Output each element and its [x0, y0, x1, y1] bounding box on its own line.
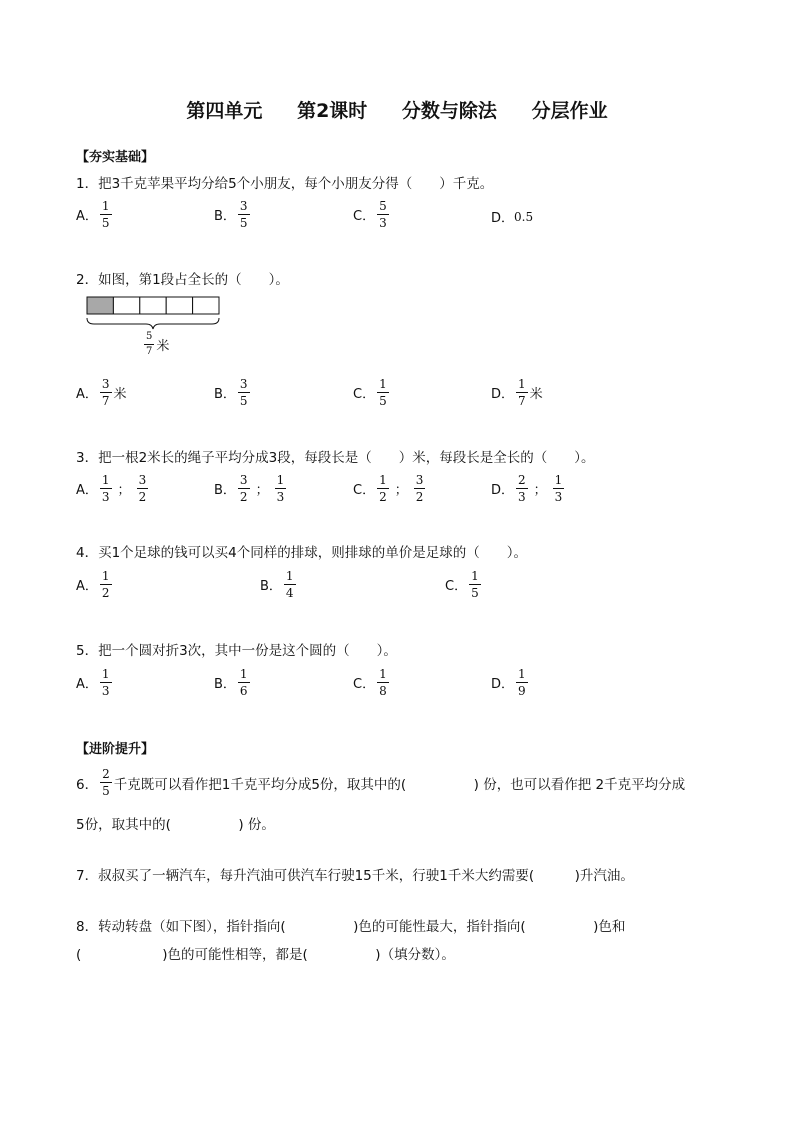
q4-option-c[interactable]: C． $\frac{1}{5}$: [445, 569, 479, 600]
q5-option-b[interactable]: B． $\frac{1}{6}$: [214, 667, 248, 698]
fraction: $\frac{1}{5}$: [379, 377, 387, 408]
q5-option-a[interactable]: A． $\frac{1}{3}$: [76, 667, 110, 698]
fraction: $\frac{1}{6}$: [239, 667, 248, 698]
segment: [140, 297, 166, 314]
question-6-line-2: 5份，取其中的( ) 份。: [76, 817, 275, 833]
fraction: $\frac{1}{7}$: [518, 377, 526, 408]
title-type: 分层作业: [531, 100, 608, 122]
q5-option-d[interactable]: D． $\frac{1}{9}$: [491, 667, 526, 698]
fraction: $\frac{1}{3}$: [101, 667, 110, 698]
segment: [113, 297, 139, 314]
fraction: $\frac{1}{5}$: [101, 199, 110, 230]
q1-option-b[interactable]: B． $\frac{3}{5}$: [214, 199, 248, 230]
question-2-text: 2．如图，第1段占全长的（ ）。: [76, 272, 289, 288]
fraction: $\frac{1}{9}$: [518, 667, 526, 698]
fraction: $\frac{1}{8}$: [379, 667, 387, 698]
q1-option-a[interactable]: A． $\frac{1}{5}$: [76, 199, 110, 230]
segment: [193, 297, 219, 314]
fraction: $\frac{2}{3}$: [518, 473, 526, 504]
fraction: $\frac{1}{3}$: [101, 473, 110, 504]
question-6-line-1: 6． $\frac{2}{5}$ 千克既可以看作把1千克平均分成5份，取其中的( ) 份，也可以看作把 2千克平均分成: [76, 767, 686, 798]
q3-option-b[interactable]: B． $\frac{3}{2}$ ； $\frac{1}{3}$: [214, 473, 285, 504]
fraction: $\frac{1}{2}$: [379, 473, 387, 504]
question-3-text: 3．把一根2米长的绳子平均分成3段，每段长是（ ）米，每段长是全长的（ ）。: [76, 450, 595, 466]
q5-option-c[interactable]: C． $\frac{1}{8}$: [353, 667, 387, 698]
question-8-line-1: 8．转动转盘（如下图），指针指向( )色的可能性最大，指针指向( )色和: [76, 919, 626, 935]
q3-option-a[interactable]: A． $\frac{1}{3}$ ； $\frac{3}{2}$: [76, 473, 147, 504]
fraction: $\frac{5}{7}$: [146, 331, 153, 357]
q4-option-b[interactable]: B． $\frac{1}{4}$: [260, 569, 294, 600]
fraction: $\frac{3}{5}$: [239, 199, 248, 230]
fraction: $\frac{3}{2}$: [415, 473, 424, 504]
q4-option-a[interactable]: A． $\frac{1}{2}$: [76, 569, 110, 600]
question-4-text: 4．买1个足球的钱可以买4个同样的排球，则排球的单价是足球的（ ）。: [76, 545, 528, 561]
question-7-text: 7．叔叔买了一辆汽车，每升汽油可供汽车行驶15千米，行驶1千米大约需要( )升汽油。: [76, 868, 634, 884]
q2-option-d[interactable]: D． $\frac{1}{7}$ 米: [491, 377, 543, 408]
section-heading-advanced: 【进阶提升】: [76, 742, 155, 757]
segment: [166, 297, 192, 314]
q2-option-b[interactable]: B． $\frac{3}{5}$: [214, 377, 248, 408]
question-5-text: 5．把一个圆对折3次，其中一份是这个圆的（ ）。: [76, 643, 397, 659]
section-heading-basic: 【夯实基础】: [76, 150, 155, 165]
question-8-line-2: ( )色的可能性相等，都是( )（填分数）。: [76, 947, 455, 963]
fraction: $\frac{1}{5}$: [471, 569, 479, 600]
question-1-text: 1．把3千克苹果平均分给5个小朋友，每个小朋友分得（ ）千克。: [76, 176, 494, 192]
fraction: $\frac{1}{4}$: [285, 569, 294, 600]
fraction: $\frac{3}{7}$: [101, 377, 110, 408]
q3-option-c[interactable]: C． $\frac{1}{2}$ ； $\frac{3}{2}$: [353, 473, 424, 504]
fraction: $\frac{1}{2}$: [101, 569, 110, 600]
title-unit: 第四单元: [186, 100, 263, 122]
fraction: $\frac{3}{2}$: [239, 473, 248, 504]
length-brace: [87, 318, 219, 329]
q1-option-c[interactable]: C． $\frac{5}{3}$: [353, 199, 387, 230]
fraction: $\frac{3}{2}$: [138, 473, 147, 504]
q3-option-d[interactable]: D． $\frac{2}{3}$ ； $\frac{1}{3}$: [491, 473, 563, 504]
fraction: $\frac{2}{5}$: [102, 767, 110, 798]
page-title: [0, 96, 794, 123]
fraction: $\frac{1}{3}$: [276, 473, 285, 504]
title-topic: 分数与除法: [401, 100, 497, 122]
diagram-length-label: $\frac{5}{7}$ 米: [146, 331, 170, 357]
title-lesson: 第2课时: [297, 100, 368, 122]
q2-option-c[interactable]: C． $\frac{1}{5}$: [353, 377, 387, 408]
q1-option-d[interactable]: D． 0.5: [491, 209, 534, 226]
fraction: $\frac{1}{3}$: [554, 473, 563, 504]
fraction: $\frac{5}{3}$: [379, 199, 387, 230]
shaded-segment: [87, 297, 113, 314]
q2-option-a[interactable]: A． $\frac{3}{7}$ 米: [76, 377, 127, 408]
fraction: $\frac{3}{5}$: [239, 377, 248, 408]
